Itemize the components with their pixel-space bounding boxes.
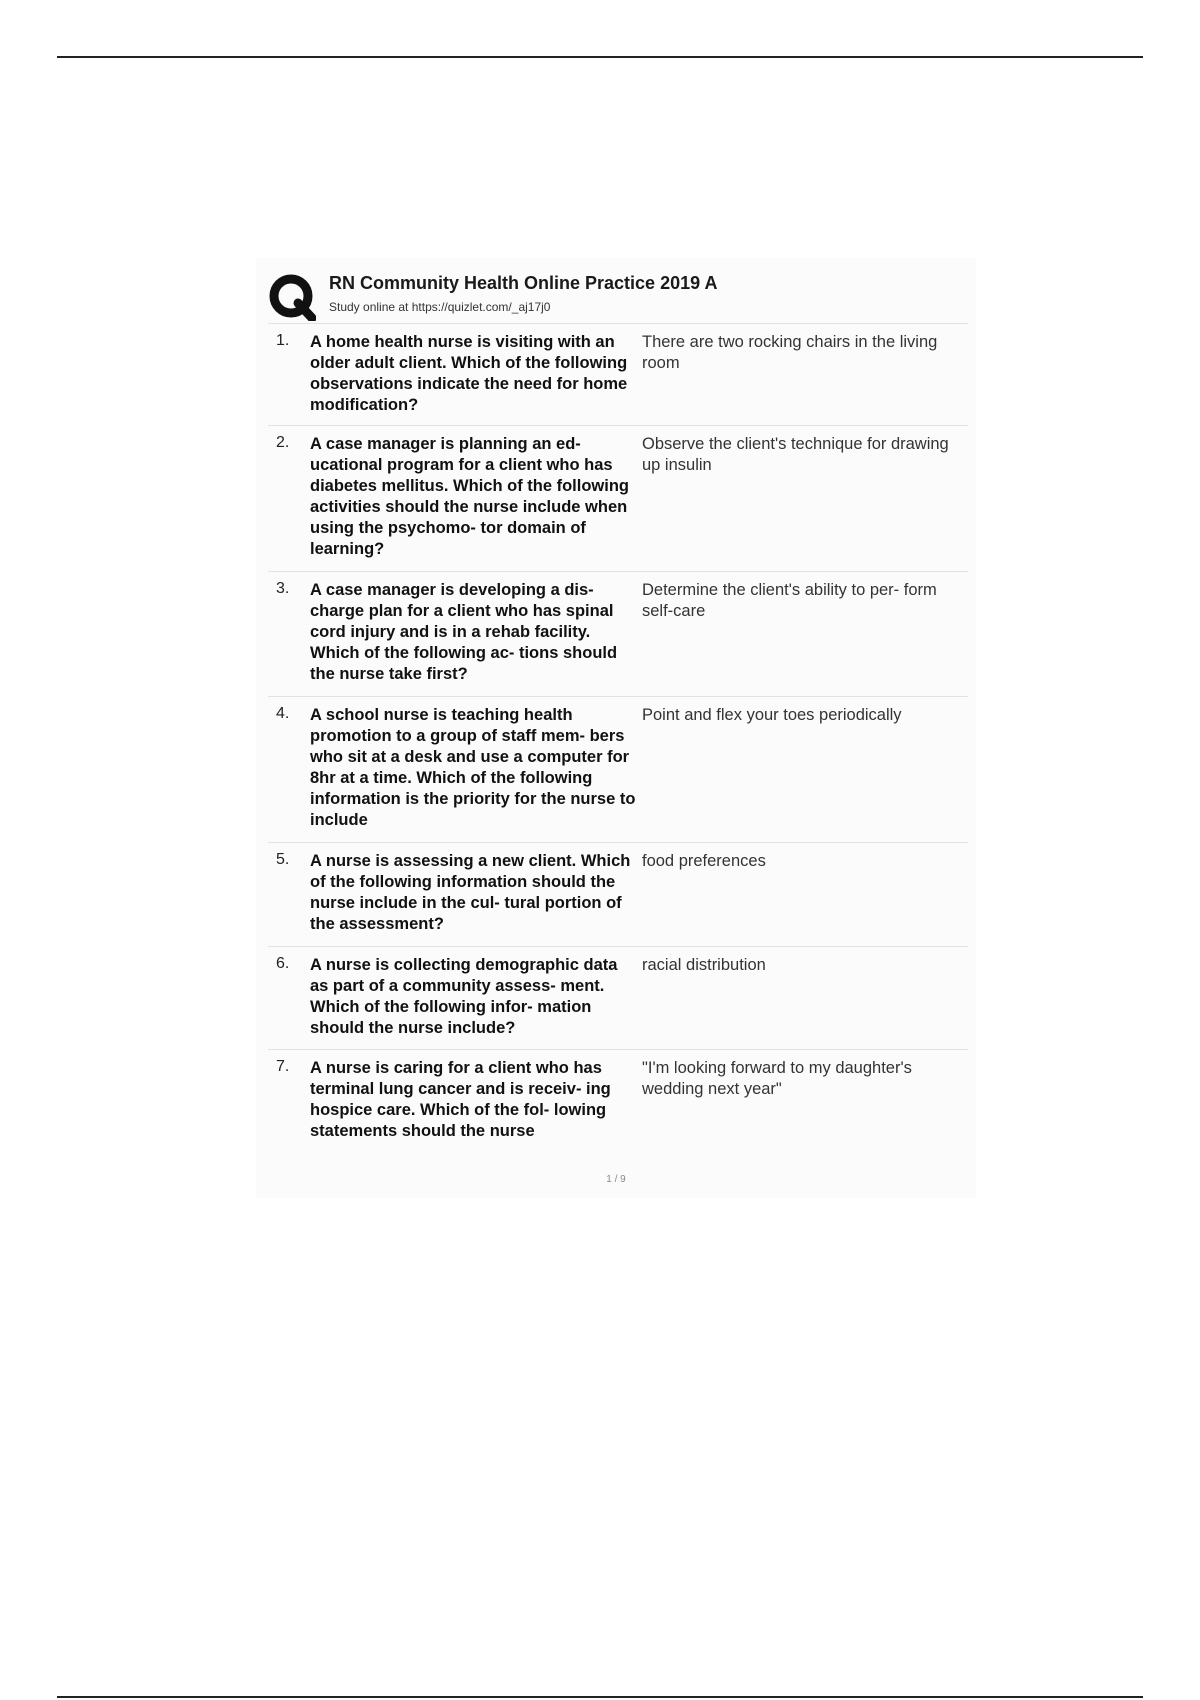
card-definition: There are two rocking chairs in the living room (642, 333, 938, 372)
top-rule (57, 56, 1143, 58)
card-number: 2. (276, 434, 290, 451)
flashcard-row (268, 572, 968, 697)
card-number: 4. (276, 705, 290, 722)
card-definition: "I'm looking forward to my daughter's wedding next year" (642, 1059, 912, 1098)
study-online-link[interactable]: Study online at https://quizlet.com/_aj17j0 (329, 300, 551, 314)
card-term: A nurse is assessing a new client. Which of the following information should the nurse include in the cul- tural portion of the assessment? (310, 852, 631, 933)
flashcard-row (268, 1050, 968, 1150)
card-term: A case manager is developing a dis- charge plan for a client who has spinal cord injury and is in a rehab facility. Which of the following ac- tions should the nurse take first? (310, 581, 618, 683)
card-term: A nurse is collecting demographic data as part of a community assess- ment. Which of the following infor- mation should the nurse include? (310, 956, 618, 1037)
card-number: 1. (276, 332, 290, 349)
card-number: 6. (276, 955, 290, 972)
card-definition: Determine the client's ability to per- form self-care (642, 581, 937, 620)
card-number: 3. (276, 580, 290, 597)
flashcard-list (268, 324, 968, 1150)
flashcard-row (268, 426, 968, 572)
card-number: 5. (276, 851, 290, 868)
flashcard-row (268, 947, 968, 1050)
flashcard-row (268, 697, 968, 843)
card-term: A nurse is caring for a client who has terminal lung cancer and is receiv- ing hospice care. Which of the fol- lowing statements should the nurse (310, 1059, 611, 1140)
card-definition: Observe the client's technique for drawing up insulin (642, 435, 949, 474)
card-definition: racial distribution (642, 956, 766, 974)
quizlet-q-logo-icon (268, 273, 316, 321)
document-page (256, 258, 976, 1198)
bottom-rule (57, 1696, 1143, 1698)
card-definition: Point and flex your toes periodically (642, 706, 902, 724)
document-title: RN Community Health Online Practice 2019 A (329, 273, 718, 293)
document-header (268, 273, 968, 319)
card-definition: food preferences (642, 852, 766, 870)
flashcard-row (268, 324, 968, 426)
card-term: A school nurse is teaching health promotion to a group of staff mem- bers who sit at a desk and use a computer for 8hr at a time. Which of the following information is the priority for the nurse to include (310, 706, 636, 829)
card-number: 7. (276, 1058, 290, 1075)
card-term: A home health nurse is visiting with an older adult client. Which of the following observations indicate the need for home modification? (310, 333, 628, 414)
page-number: 1 / 9 (606, 1174, 626, 1185)
flashcard-row (268, 843, 968, 947)
card-term: A case manager is planning an ed- ucational program for a client who has diabetes mellitus. Which of the following activities should the nurse include when using the psychomo- tor domain of learning? (310, 435, 630, 558)
